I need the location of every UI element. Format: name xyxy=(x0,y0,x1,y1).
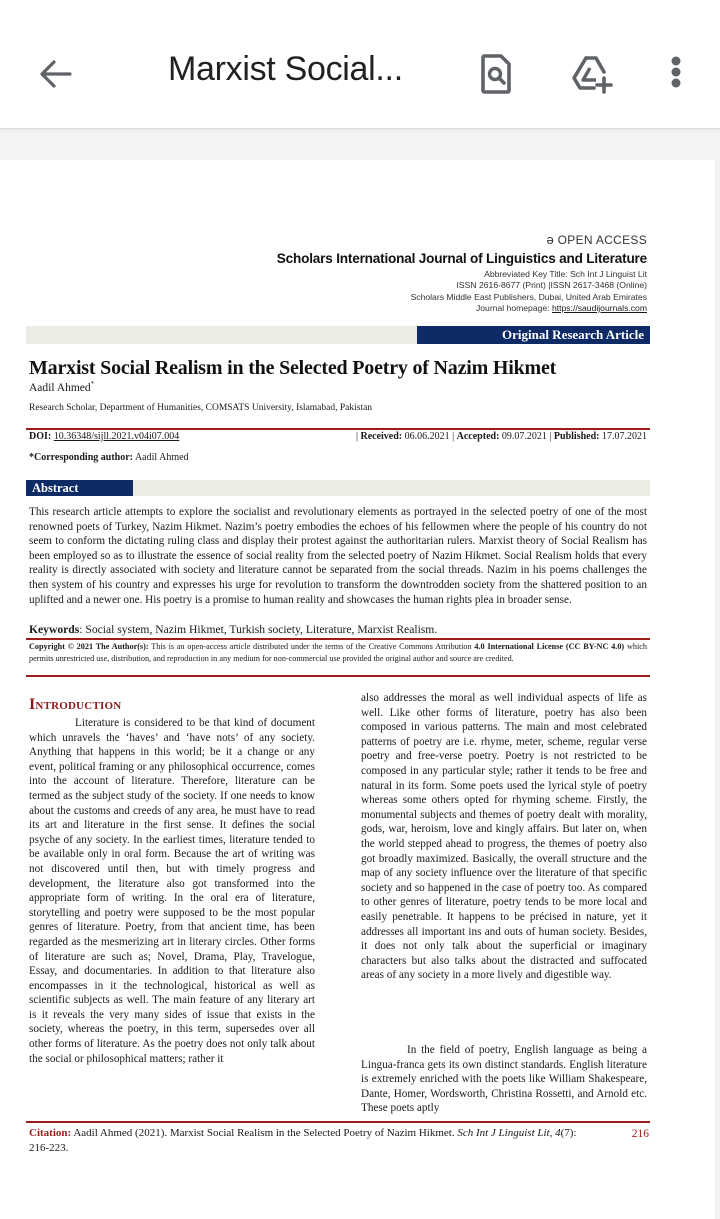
app-bar xyxy=(0,0,720,129)
page-number: 216 xyxy=(631,1128,649,1140)
copyright-text-2: which permits unrestricted use, distribution, and reproduction in any medium for non-commercial use provided the original author and source are credited. xyxy=(29,642,647,663)
copyright-label: Copyright © 2021 The Author(s): xyxy=(29,642,149,651)
article-title: Marxist Social Realism in the Selected Poetry of Nazim Hikmet xyxy=(29,357,557,379)
published-date: 17.07.2021 xyxy=(602,431,647,442)
citation-journal: Sch Int J Linguist Lit, 4 xyxy=(457,1127,561,1139)
journal-homepage xyxy=(476,303,647,313)
issn: ISSN 2616-8677 (Print) |ISSN 2617-3468 (Online) xyxy=(456,280,647,290)
more-options-button[interactable] xyxy=(652,50,700,98)
introduction-column-2-paragraph-2: In the field of poetry, English language as being a Lingua-franca gets its own distinct standards. English literature is extremely enriched with the poets like William Shakespeare, Dante, Homer, Wordsworth, Christina Rossetti, and Arnold etc. These poets aptly xyxy=(361,1044,647,1115)
abbreviated-title: Abbreviated Key Title: Sch Int J Linguist Lit xyxy=(484,269,647,279)
article-dates: | Received: 06.06.2021 | Accepted: 09.07.2021 | Published: 17.07.2021 xyxy=(355,431,647,442)
divider xyxy=(26,638,650,640)
open-lock-icon: ə xyxy=(546,232,555,247)
introduction-column-1: Literature is considered to be that kind of document which unravels the ‘haves’ and ‘have nots’ of any society. Anything that happens in this world; be it a change or any event, political framing or any philosophical occurrence, comes into the account of literature. Therefore, literature can be termed as the subject study of the society. If one needs to know about the customs and creeds of any area, he must have to read its art and literature in the first sense. It defines the social psyche of any society. In the earliest times, literature tended to be available only in oral form. Because the art of writing was not discovered until then, but with timely progress and development, the literature also got transformed into the appropriate form of writing. In the oral era of literature, storytelling and poetry were supposed to be the most popular genres of literature. Poetry, from that ancient time, has been regarded as the mesmerizing art in literary circles. Other forms of literature are such as; Novel, Drama, Play, Travelogue, Essay, and documentaries. In addition to that literature also encompasses in it the technological, historical as well as scientific subjects as well. The main feature of any literary art is it reveals the very many sides of issue that exists in the society, whereas the poetry, in this term, supersedes over all other forms of literature. As the poetry does not only talk about the social or philosophical matters; rather it xyxy=(29,717,315,1065)
doi xyxy=(29,431,179,442)
back-button[interactable] xyxy=(34,52,78,96)
accepted-label: Accepted: xyxy=(456,431,500,442)
received-date: 06.06.2021 xyxy=(404,431,450,442)
open-access-label: OPEN ACCESS xyxy=(557,233,647,247)
corresponding-name: Aadil Ahmed xyxy=(134,452,189,463)
published-label: Published: xyxy=(553,431,600,442)
affiliation: Research Scholar, Department of Humanities, COMSATS University, Islamabad, Pakistan xyxy=(29,403,373,413)
citation-label: Citation: xyxy=(29,1127,72,1139)
keywords-label: Keywords xyxy=(29,623,80,636)
abstract-heading: Abstract xyxy=(26,480,133,496)
citation xyxy=(29,1126,589,1155)
introduction-column-2: also addresses the moral as well individual aspects of life as well. Like other forms of literature, poetry has also been composed in various patterns. The main and most celebrated patterns of poetry are i.e. rhyme, meter, scheme, regular verse poetry and free-verse poetry. Poetry is not restricted to be composed in any particular style; rather it tends to be free and natural in its form. Some poets used the lyrical style of poetry whereas some others opted for rhyming scheme. Firstly, the monumental subjects and themes of poetry dealt with morality, gods, war, heroism, love and kingly affairs. But later on, when the world stepped ahead to progress, the themes of poetry also got broadly maximized. Basically, the overall structure and the map of any society influence over the literature of that specific society and so happened in the case of poetry too. As compared to other genres of literature, poetry tends to be more local and easily penetrable. It happens to be précised in nature, yet it addresses all important ins and outs of human society. Besides, it does not only talk about the superficial or imaginary characters but also talks about the distracted and suffocated areas of any society in a more lively and digestible way. xyxy=(361,692,647,982)
introduction-heading: Introduction xyxy=(29,696,122,713)
back-arrow-icon xyxy=(34,52,78,96)
keywords-list: : Social system, Nazim Hikmet, Turkish society, Literature, Marxist Realism. xyxy=(79,623,438,636)
divider xyxy=(26,428,650,430)
received-label: Received: xyxy=(360,431,403,442)
footer-divider xyxy=(26,1121,650,1123)
copyright-notice xyxy=(29,641,647,664)
divider xyxy=(26,675,650,677)
keywords xyxy=(29,623,437,636)
citation-issue: (7): 216-223. xyxy=(29,1127,577,1154)
homepage-link[interactable]: https://saudijournals.com xyxy=(551,303,647,313)
publisher: Scholars Middle East Publishers, Dubai, United Arab Emirates xyxy=(410,292,647,302)
journal-name: Scholars International Journal of Linguistics and Literature xyxy=(276,251,647,266)
citation-text: Aadil Ahmed (2021). Marxist Social Realism in the Selected Poetry of Nazim Hikmet. xyxy=(71,1127,458,1139)
article-type: Original Research Article xyxy=(417,326,650,344)
author-mark: * xyxy=(90,380,95,388)
add-to-drive-button[interactable] xyxy=(568,50,616,98)
doi-label: DOI: xyxy=(29,431,54,442)
author: Aadil Ahmed xyxy=(29,381,91,394)
pdf-page xyxy=(0,160,715,1219)
corresponding-label: *Corresponding author: xyxy=(29,452,133,463)
abstract-text: This research article attempts to explore the socialist and revolutionary elements as portrayed in the selected poetry of one of the most renowned poets of Turkey, Nazim Hikmet. Nazim’s poetry embodies the echoes of his fellowmen where the people of his country do not seem to conform the dictating ruling class and display their protest against the authoritarian rulers. Marxist theory of Social Realism has been employed so as to illustrate the essence of social reality from the selected poetry of Nazim Hikmet. Social Realism holds that every reality is directly associated with society and literature cannot be separated from the social threads. Nazim in his poems challenges the then system of his country and expresses his urge for revolution to transform the downtrodden society from the shattered position to an uplifted and a newer one. His poetry is a promise to human reality and showcases the human rights plea in broader sense. xyxy=(29,506,647,606)
accepted-date: 09.07.2021 xyxy=(501,431,547,442)
find-in-document-button[interactable] xyxy=(472,50,520,98)
document-title: Marxist Social... xyxy=(168,50,403,88)
open-access-badge xyxy=(547,232,648,247)
license-name: 4.0 International License (CC BY-NC 4.0) xyxy=(474,642,625,651)
more-vertical-icon xyxy=(652,50,700,98)
add-to-drive-icon xyxy=(568,50,616,98)
author-name xyxy=(29,380,94,394)
copyright-text: This is an open-access article distributed under the terms of the Creative Commons Attribution xyxy=(148,642,475,651)
homepage-label: Journal homepage: xyxy=(475,303,552,313)
document-search-icon xyxy=(472,50,520,98)
doi-link[interactable]: 10.36348/sijll.2021.v04i07.004 xyxy=(53,431,180,442)
corresponding-author xyxy=(29,452,189,463)
